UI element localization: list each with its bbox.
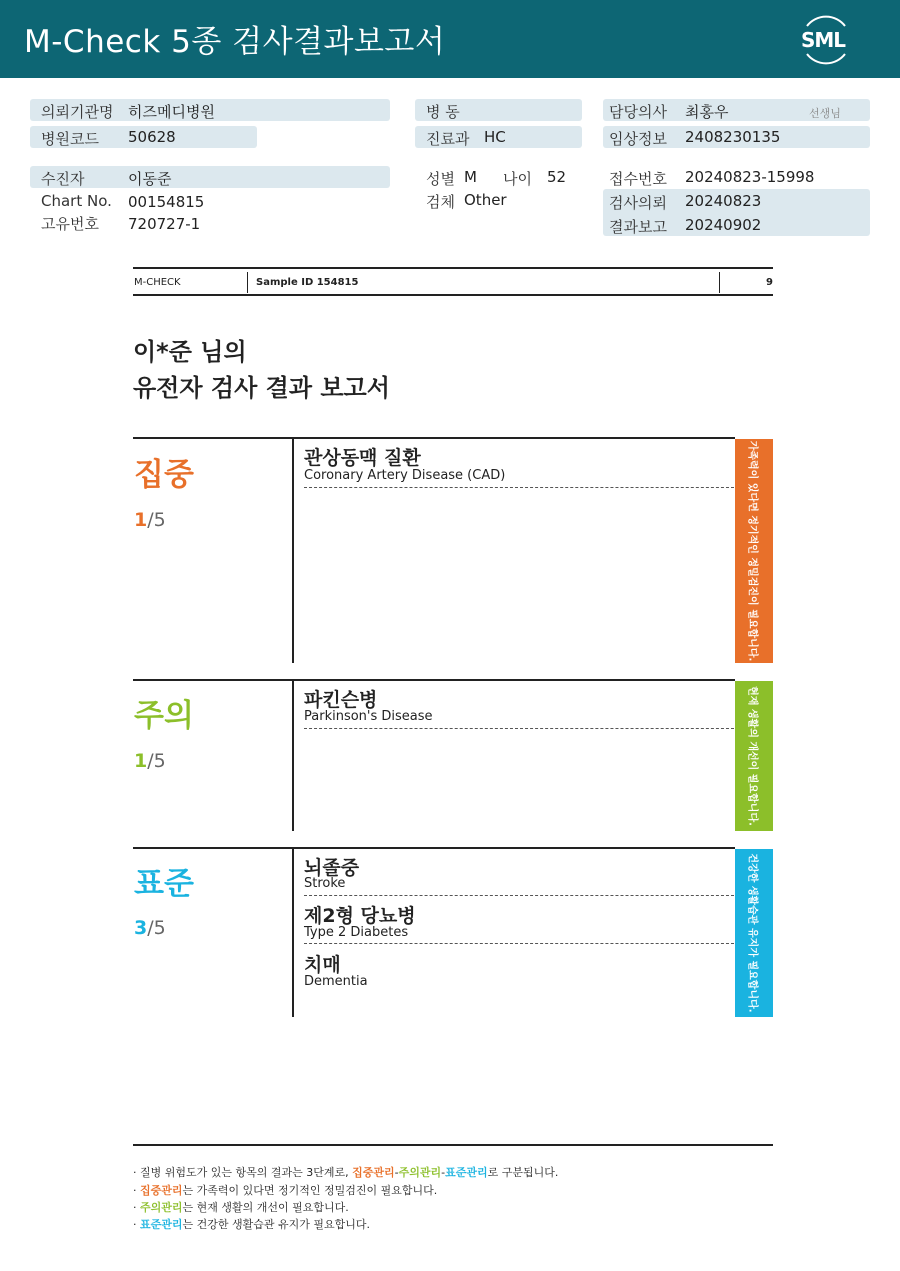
disease-ko: 파킨슨병 [304,689,378,711]
focus-count-num: 1 [134,509,148,531]
note-line-4: · 표준관리는 건강한 생활습관 유지가 필요합니다. [133,1218,371,1231]
focus-side-band [735,439,773,663]
dept-value: HC [484,128,506,146]
caution-band-text: 현재 생활의 개선이 필요합니다. [746,686,758,826]
standard-band-text: 건강한 생활습관 유지가 필요합니다. [746,853,758,1013]
standard-count-total: /5 [147,917,166,939]
institution-value: 히즈메디병원 [128,103,215,121]
patient-value: 이동준 [128,170,172,188]
unique-value: 720727-1 [128,215,201,233]
disease-ko: 제2형 당뇨병 [304,905,416,927]
caution-count-num: 1 [134,750,148,772]
receipt-value: 20240823-15998 [685,168,815,186]
hospital-code-value: 50628 [128,128,176,146]
unique-label: 고유번호 [41,215,99,233]
age-label: 나이 [503,170,532,188]
report-title-line2: 유전자 검사 결과 보고서 [133,374,390,402]
sex-value: M [464,168,477,186]
doctor-value: 최홍우 [685,103,729,121]
focus-title: 집중 [134,457,194,493]
focus-band-text: 가족력이 있다면 정기적인 정밀검진이 필요합니다. [746,440,758,662]
page-title: M-Check 5종 검사결과보고서 [24,24,446,60]
dept-label: 진료과 [426,130,470,148]
doctor-suffix: 선생님 [809,107,841,120]
doctor-label: 담당의사 [609,103,667,121]
note-1-standard: 표준관리 [445,1166,488,1179]
hospital-code-label: 병원코드 [41,130,99,148]
logo-text: SML [801,28,846,52]
note-1-dash-2: - [441,1166,446,1179]
clinical-value: 2408230135 [685,128,781,146]
caution-vbar [292,681,294,831]
disease-en: Dementia [304,974,368,989]
page-number: 9 [766,277,773,288]
caution-count-total: /5 [147,750,166,772]
specimen-value: Other [464,191,507,209]
note-line-2: · 집중관리는 가족력이 있다면 정기적인 정밀검진이 필요합니다. [133,1184,438,1197]
note-1-end: 로 구분됩니다. [487,1166,559,1179]
caution-count [134,750,166,772]
disease-ko: 뇌졸중 [304,857,360,879]
focus-vbar [292,439,294,663]
disease-en: Stroke [304,876,346,891]
sml-logo [797,12,855,66]
focus-count-total: /5 [147,509,166,531]
report-divider-1 [247,272,248,293]
report-title-line1: 이*준 님의 [133,338,247,366]
request-label: 검사의뢰 [609,194,667,212]
sex-label: 성별 [426,170,455,188]
receipt-label: 접수번호 [609,170,667,188]
standard-count-num: 3 [134,917,148,939]
disease-separator [304,943,734,944]
note-3-caution: 주의관리 [140,1201,183,1214]
disease-en: Type 2 Diabetes [304,925,409,940]
sample-id: Sample ID 154815 [256,277,359,288]
result-value: 20240902 [685,216,762,234]
clinical-label: 임상정보 [609,130,667,148]
standard-top-rule [133,847,735,849]
disease-ko: 치매 [304,954,341,976]
disease-separator [304,895,734,896]
ward-label: 병 동 [426,103,460,121]
note-3-text: 는 현재 생활의 개선이 필요합니다. [182,1201,349,1214]
standard-title: 표준 [134,866,194,902]
result-label: 결과보고 [609,218,667,236]
note-2-focus: 집중관리 [140,1184,183,1197]
disease-en: Coronary Artery Disease (CAD) [304,468,506,483]
note-2-text: 는 가족력이 있다면 정기적인 정밀검진이 필요합니다. [182,1184,438,1197]
note-line-3: · 주의관리는 현재 생활의 개선이 필요합니다. [133,1201,349,1214]
note-1-text: 질병 위험도가 있는 항목의 결과는 3단계로, [140,1166,353,1179]
report-divider-2 [719,272,720,293]
age-value: 52 [547,168,567,186]
notes-rule [133,1144,773,1146]
note-1-focus: 집중관리 [352,1166,395,1179]
specimen-label: 검체 [426,193,455,211]
note-1-caution: 주의관리 [398,1166,442,1179]
caution-top-rule [133,679,735,681]
header-bar [0,0,900,78]
note-4-standard: 표준관리 [140,1218,183,1231]
note-1-dash-1: - [394,1166,399,1179]
note-4-text: 는 건강한 생활습관 유지가 필요합니다. [182,1218,371,1231]
standard-side-band [735,849,773,1017]
disease-en: Parkinson's Disease [304,709,433,724]
disease-separator [304,728,734,729]
institution-label: 의뢰기관명 [41,103,114,121]
report-top-rule [133,267,773,269]
focus-top-rule [133,437,735,439]
chart-value: 00154815 [128,193,205,211]
caution-side-band [735,681,773,831]
disease-ko: 관상동맥 질환 [304,447,421,469]
request-value: 20240823 [685,192,762,210]
report-bottom-rule [133,294,773,296]
caution-title: 주의 [134,698,194,734]
note-line-1: · 질병 위험도가 있는 항목의 결과는 3단계로, 집중관리-주의관리-표준관리로 구분됩니다. [133,1166,559,1179]
disease-separator [304,487,734,488]
report-brand: M-CHECK [134,277,181,288]
chart-label: Chart No. [41,192,112,210]
patient-label: 수진자 [41,170,85,188]
focus-count [134,509,166,531]
standard-count [134,917,166,939]
standard-vbar [292,849,294,1017]
